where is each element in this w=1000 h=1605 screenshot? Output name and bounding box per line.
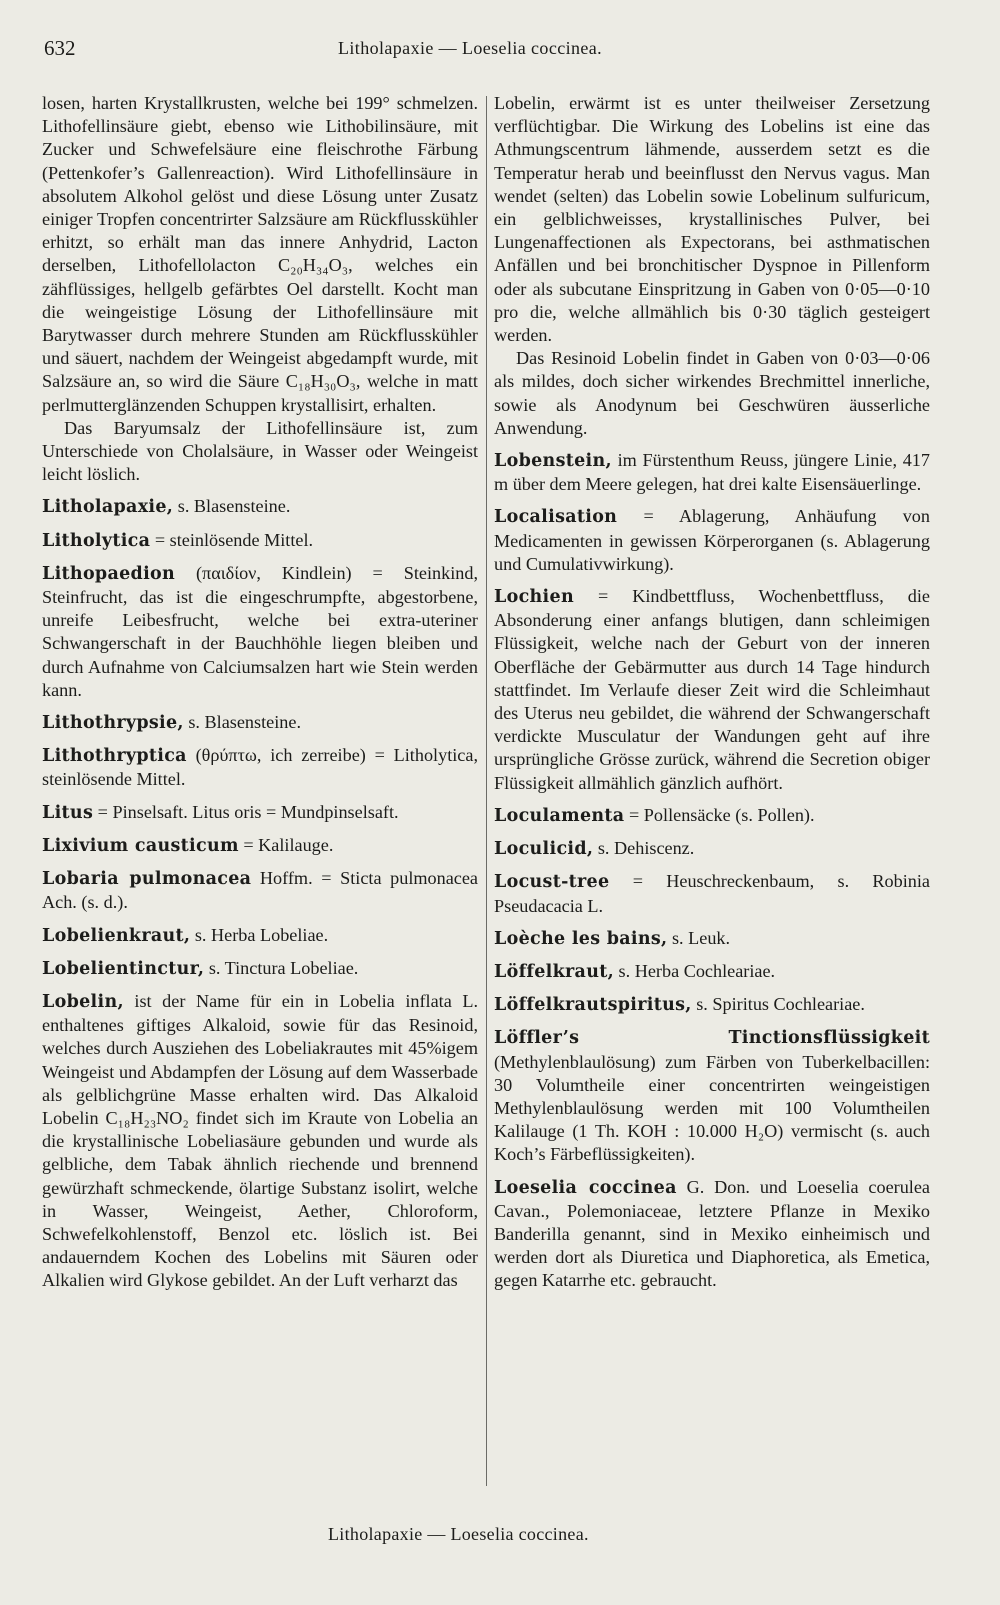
entry-text: s. Leuk.: [667, 927, 731, 948]
footer-title: Litholapaxie — Loeselia coccinea.: [328, 1524, 589, 1544]
dictionary-entry: [494, 505, 930, 576]
entry-headword: Lithothryptica: [42, 746, 187, 767]
entry-headword: Lochien: [494, 587, 574, 608]
continuation-paragraph: Das Resinoid Lobelin findet in Gaben von 0·03—0·06 als mildes, doch sicher wirkendes Brechmittel innerliche, sowie als Anodynum bei Geschwüren äusserliche Anwendung.: [494, 348, 930, 438]
entry-text: ist der Name für ein in Lobelia inflata L. enthaltenes giftiges Alkaloid, sowie für das Resinoid, welches durch Ausziehen des Lobeliakrautes mit 45%igem Weingeist und Abdampfen der Lösung auf dem Wasserbade als gelblichgrüne Masse erhalten wird. Das Alkaloid Lobelin C₁₈H₂₃NO₂ findet sich im Kraute von Lobelia an die krystallinische Lobeliasäure gebunden und wurde als gelbliche, dem Tabak ähnlich riechende und brennend gewürzhaft schmeckende, ölartige Substanz isolirt, welche in Wasser, Weingeist, Aether, Chloroform, Schwefelkohlenstoff, Benzol etc. löslich ist. Bei andauerndem Kochen des Lobelins mit Säuren oder Alkalien wird Glykose gebildet. An der Luft verharzt das: [42, 990, 478, 1291]
entry-text: = Kalilauge.: [238, 834, 334, 855]
right-column: [494, 92, 930, 1293]
entry-text: (θρύπτω, ich zerreibe) = Litholytica, steinlösende Mittel.: [42, 745, 478, 790]
entry-text: s. Herba Lobeliae.: [190, 924, 329, 945]
entry-text: (παιδίον, Kindlein) = Steinkind, Steinfrucht, das ist die eingeschrumpfte, abgestorbene, unreife Leibesfrucht, welche bei extra-uteriner Schwangerschaft in der Bauchhöhle liegen bleiben und durch Aufnahme von Calciumsalzen hart wie Stein werden kann.: [42, 562, 478, 700]
entry-headword: Loèche les bains,: [494, 928, 668, 949]
entry-headword: Localisation: [494, 507, 618, 528]
entry-text: G. Don. und Loeselia coerulea Cavan., Polemoniaceae, letztere Pflanze in Mexiko Banderilla genannt, sind in Mexiko einheimisch und werden dort als Diuretica und Diaphoretica, als Emetica, gegen Katarrhe etc. gebraucht.: [494, 1176, 930, 1291]
dictionary-entry: [42, 924, 478, 948]
entry-headword: Lixivium causticum: [42, 835, 239, 856]
dictionary-entry: [494, 1026, 930, 1166]
entry-headword: Lobelienkraut,: [42, 925, 191, 946]
entry-text: s. Tinctura Lobeliae.: [204, 957, 359, 978]
entry-headword: Löffelkraut,: [494, 961, 614, 982]
entry-headword: Lithothrypsie,: [42, 713, 184, 734]
page-number: 632: [44, 36, 76, 60]
continuation-paragraph: Das Baryumsalz der Lithofellinsäure ist, zum Unterschiede von Cholalsäure, in Wasser oder Weingeist leicht löslich.: [42, 417, 478, 485]
column-divider: [486, 96, 487, 1486]
entry-text: s. Blasensteine.: [183, 712, 301, 733]
dictionary-entry: [42, 834, 478, 858]
dictionary-entry: [494, 804, 930, 828]
dictionary-entry: [494, 449, 930, 496]
entry-text: Hoffm. = Sticta pulmonacea Ach. (s. d.).: [42, 868, 478, 913]
entry-text: im Fürstenthum Reuss, jüngere Linie, 417 m über dem Meere gelegen, hat drei kalte Eisensäuerlinge.: [494, 450, 930, 495]
dictionary-entry: [42, 562, 478, 702]
continuation-paragraph: losen, harten Krystallkrusten, welche bei 199° schmelzen. Lithofellinsäure giebt, ebenso wie Lithobilinsäure, mit Zucker und Schwefelsäure eine fleischrothe Färbung (Pettenkofer’s Gallenreaction). Wird Lithofellinsäure in absolutem Alkohol gelöst und diese Lösung unter Zusatz einiger Tropfen concentrirter Salzsäure am Rückflusskühler erhitzt, so erhält man das innere Anhydrid, Lacton derselben, Lithofellolacton C₂₀H₃₄O₃, welches ein zähflüssiges, hellgelb gefärbtes Oel darstellt. Kocht man die weingeistige Lösung der Lithofellinsäure mit Barytwasser durch mehrere Stunden am Rückflusskühler und säuert, nachdem der Weingeist abgedampft wurde, mit Salzsäure an, so wird die Säure C₁₈H₃₀O₃, welche in matt perlmutterglänzenden Schuppen krystallisirt, erhalten.: [42, 93, 478, 415]
entry-headword: Litus: [42, 802, 94, 823]
dictionary-entry: [494, 960, 930, 984]
entry-text: = Pinselsaft. Litus oris = Mundpinselsaft.: [93, 801, 399, 822]
entry-text: = Heuschreckenbaum, s. Robinia Pseudacacia L.: [494, 871, 930, 916]
dictionary-entry: [494, 927, 930, 951]
entry-text: s. Spiritus Cochleariae.: [691, 994, 865, 1015]
dictionary-entry: [42, 529, 478, 553]
entry-text: s. Dehiscenz.: [593, 838, 695, 859]
entry-headword: Lobelientinctur,: [42, 958, 205, 979]
entry-headword: Lobaria pulmonacea: [42, 869, 252, 890]
dictionary-entry: [42, 711, 478, 735]
entry-text: s. Blasensteine.: [173, 496, 291, 517]
entry-headword: Löffelkrautspiritus,: [494, 995, 692, 1016]
dictionary-entry: [42, 990, 478, 1293]
entry-text: = steinlösende Mittel.: [150, 529, 314, 550]
entry-headword: Lobenstein,: [494, 451, 612, 472]
entry-headword: Locust-tree: [494, 872, 610, 893]
entry-headword: Litholapaxie,: [42, 497, 174, 518]
entry-headword: Loculamenta: [494, 805, 625, 826]
dictionary-entry: [42, 957, 478, 981]
entry-headword: Lobelin,: [42, 991, 124, 1012]
dictionary-entry: [494, 1176, 930, 1293]
entry-headword: Loculicid,: [494, 839, 594, 860]
entry-text: = Pollensäcke (s. Pollen).: [624, 804, 815, 825]
dictionary-entry: [494, 837, 930, 861]
entry-text: (Methylenblaulösung) zum Färben von Tuberkelbacillen: 30 Volumtheile einer concentrirten weingeistigen Methylenblaulösung werden mit 100 Volumtheilen Kalilauge (1 Th. KOH : 10.000 H₂O) vermischt (s. auch Koch’s Färbeflüssigkeiten).: [494, 1051, 930, 1165]
entry-text: = Kindbettfluss, Wochenbettfluss, die Absonderung einer anfangs blutigen, dann schleimigen Flüssigkeit, welche nach der Geburt von der inneren Oberfläche der Gebärmutter aus durch 14 Tage hindurch stattfindet. Im Verlaufe dieser Zeit wird die Schleimhaut des Uterus neu gebildet, die während der Schwangerschaft verdickte Musculatur der Wandungen geht auf ihre ursprüngliche Grösse zurück, während die Secretion obiger Flüssigkeit allmählich gänzlich aufhört.: [494, 586, 930, 793]
left-column: [42, 92, 478, 1293]
running-title: Litholapaxie — Loeselia coccinea.: [338, 38, 603, 58]
entry-headword: Litholytica: [42, 530, 151, 551]
dictionary-entry: [494, 585, 930, 795]
dictionary-entry: [42, 801, 478, 825]
dictionary-entry: [494, 993, 930, 1017]
dictionary-entry: [494, 870, 930, 917]
entry-headword: Lithopaedion: [42, 563, 176, 584]
entry-list: [494, 449, 930, 1293]
entry-headword: Loeselia coccinea: [494, 1177, 677, 1198]
dictionary-entry: [42, 744, 478, 791]
entry-headword: Löffler’s Tinctionsflüssigkeit: [494, 1028, 930, 1049]
entry-list: [42, 495, 478, 1292]
dictionary-entry: [42, 867, 478, 914]
entry-text: = Ablagerung, Anhäufung von Medicamenten in gewissen Körperorganen (s. Ablagerung und Cumulativwirkung).: [494, 506, 930, 574]
entry-text: s. Herba Cochleariae.: [614, 960, 776, 981]
dictionary-entry: [42, 495, 478, 519]
continuation-paragraph: Lobelin, erwärmt ist es unter theilweiser Zersetzung verflüchtigbar. Die Wirkung des Lobelins ist eine das Athmungscentrum lähmende, ausserdem setzt es die Temperatur herab und beeinflusst den Nervus vagus. Man wendet (selten) das Lobelin sowie Lobelinum sulfuricum, ein gelblichweisses, krystallinisches Pulver, bei Lungenaffectionen als Expectorans, bei asthmatischen Anfällen und bei bronchitischer Dyspnoe in Pillenform oder als subcutane Einspritzung in Gaben von 0·05—0·10 pro die, welche allmählich bis 0·30 täglich gesteigert werden.: [494, 93, 930, 346]
